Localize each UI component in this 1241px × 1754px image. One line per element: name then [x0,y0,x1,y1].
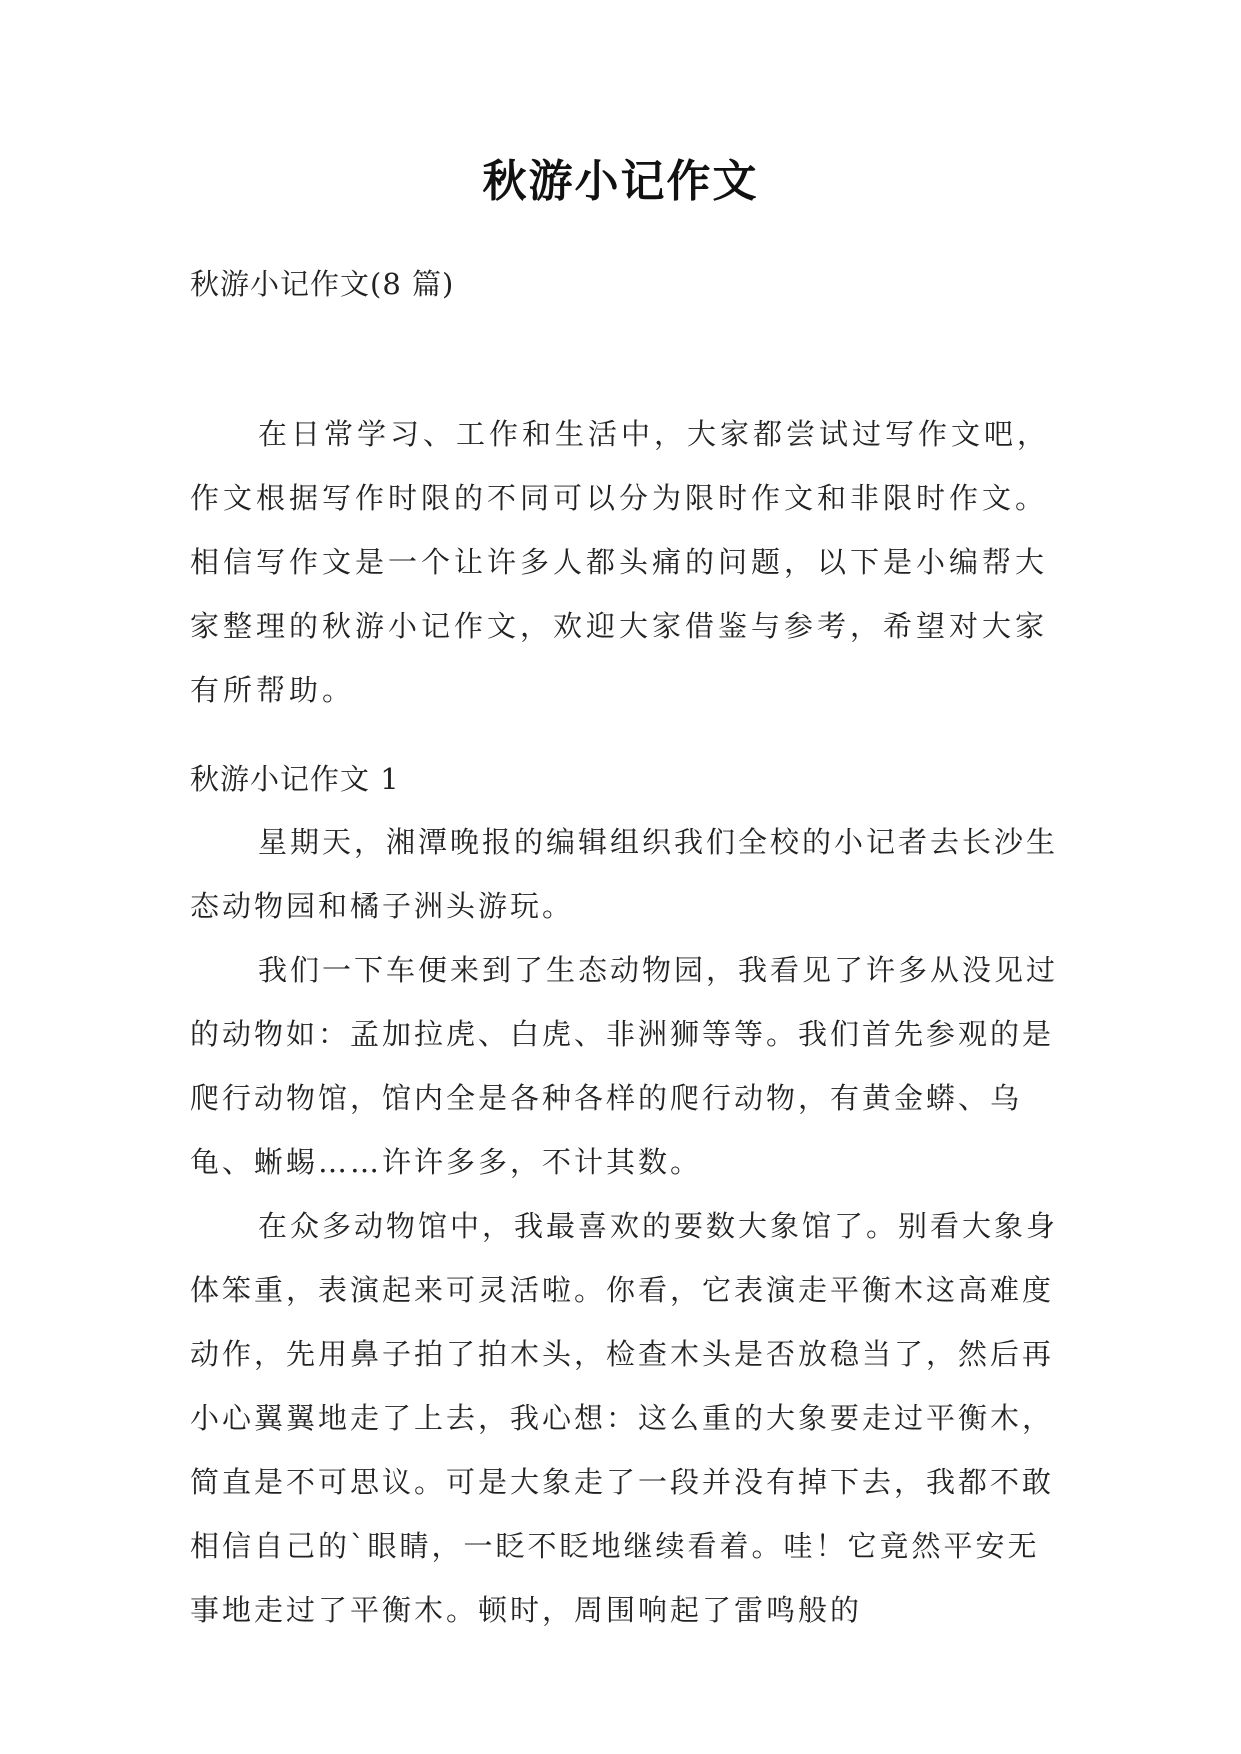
section-heading: 秋游小记作文 1 [190,762,400,796]
document-title: 秋游小记作文 [482,156,759,207]
document-subtitle: 秋游小记作文(8 篇) [190,267,455,301]
body-paragraph-2: 我们一下车便来到了生态动物园，我看见了许多从没见过的动物如：孟加拉虎、白虎、非洲狮等等。我们首先参观的是爬行动物馆，馆内全是各种各样的爬行动物，有黄金蟒、乌龟、蜥蜴……许许多多，不计其数。 [190,953,1059,1179]
body-paragraph-3: 在众多动物馆中，我最喜欢的要数大象馆了。别看大象身体笨重，表演起来可灵活啦。你看，它表演走平衡木这高难度动作，先用鼻子拍了拍木头，检查木头是否放稳当了，然后再小心翼翼地走了上去，我心想：这么重的大象要走过平衡木，简直是不可思议。可是大象走了一段并没有掉下去，我都不敢相信自己的`眼睛，一眨不眨地继续看着。哇！它竟然平安无事地走过了平衡木。顿时，周围响起了雷鸣般的 [190,1209,1059,1627]
body-paragraph-1: 星期天，湘潭晚报的编辑组织我们全校的小记者去长沙生态动物园和橘子洲头游玩。 [190,825,1059,923]
intro-paragraph: 在日常学习、工作和生活中，大家都尝试过写作文吧，作文根据写作时限的不同可以分为限时作文和非限时作文。相信写作文是一个让许多人都头痛的问题，以下是小编帮大家整理的秋游小记作文，欢迎大家借鉴与参考，希望对大家有所帮助。 [190,417,1051,707]
section-body [190,810,1070,1642]
